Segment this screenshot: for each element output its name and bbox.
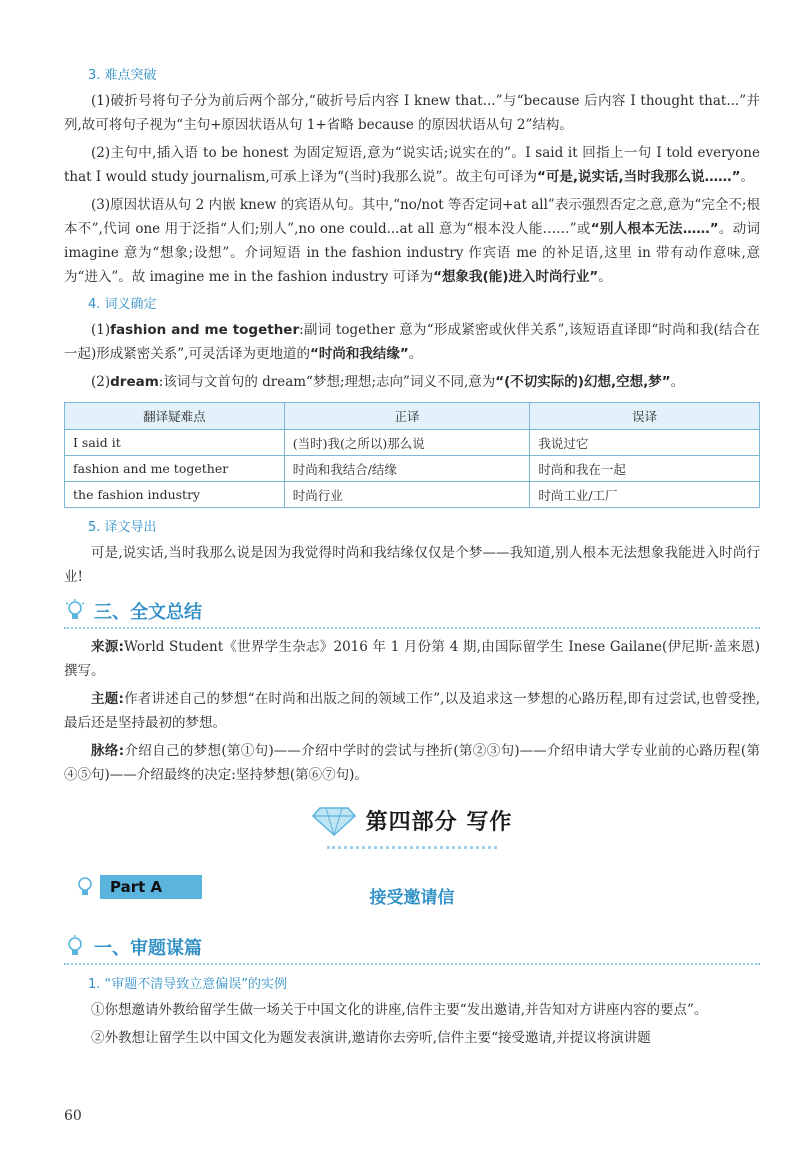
emphasis: “时尚和我结缘” <box>309 346 409 362</box>
paragraph <box>64 141 760 189</box>
column-header: 翻译疑难点 <box>65 403 285 430</box>
text: (2)主句中,插入语 to be honest 为固定短语,意为“说实话;说实在的”。I said it 回指上一句 I told everyone that I would study journalism,可承上译为“(当时)我那么说”。故主句可译为 <box>64 145 760 185</box>
part-a-badge: Part A <box>100 875 202 899</box>
section-heading: 5. 译文导出 <box>88 520 157 535</box>
term: fashion and me together <box>110 322 300 338</box>
column-header: 正译 <box>284 403 530 430</box>
text: 。 <box>598 269 612 285</box>
column-header: 误译 <box>530 403 760 430</box>
translation-table <box>64 402 760 508</box>
part-a-row <box>64 871 760 911</box>
divider <box>327 846 497 849</box>
text: 。 <box>740 169 754 185</box>
text: (3)原因状语从句 2 内嵌 knew 的宾语从句。其中,“no/not 等否定词+at all”表示强烈否定之意,意为“完全不;根本不”,代词 one 用于泛指“人们;别人”,no one could...at all 意为“根本没人能……”或 <box>64 197 760 237</box>
part-title: 第四部分 写作 <box>365 810 513 835</box>
table-cell: 我说过它 <box>530 430 760 456</box>
diamond-icon <box>312 806 356 836</box>
page-number: 60 <box>64 1108 82 1124</box>
table-cell: the fashion industry <box>65 482 285 508</box>
section-heading: 1. “审题不清导致立意偏误”的实例 <box>88 977 288 992</box>
text: 介绍自己的梦想(第①句)——介绍中学时的尝试与挫折(第②③句)——介绍申请大学专业前的心路历程(第④⑤句)——介绍最终的决定:坚持梦想(第⑥⑦句)。 <box>64 743 760 783</box>
table-cell: 时尚和我在一起 <box>530 456 760 482</box>
page-content <box>64 60 760 1054</box>
emphasis: “(不切实际的)幻想,空想,梦” <box>495 374 671 390</box>
part-heading <box>64 805 760 836</box>
paragraph <box>64 318 760 366</box>
paragraph: ①你想邀请外教给留学生做一场关于中国文化的讲座,信件主要“发出邀请,并告知对方讲座内容的要点”。 <box>91 1002 708 1018</box>
paragraph <box>64 370 760 394</box>
table-header-row <box>65 403 760 430</box>
paragraph <box>64 687 760 735</box>
section-heading: 4. 词义确定 <box>88 297 157 312</box>
paragraph: (1)破折号将句子分为前后两个部分,“破折号后内容 I knew that...”与“because 后内容 I thought that...”并列,故可将句子视为“主句+原因状语从句 1+省略 because 的原因状语从句 2”结构。 <box>64 93 760 133</box>
table-row <box>65 482 760 508</box>
lightbulb-icon <box>64 599 86 623</box>
paragraph: ②外教想让留学生以中国文化为题发表演讲,邀请你去旁听,信件主要“接受邀请,并提议将演讲题 <box>91 1030 651 1046</box>
review-title-text: 一、审题谋篇 <box>94 938 202 959</box>
review-title <box>64 931 760 965</box>
table-cell: I said it <box>65 430 285 456</box>
table-cell: 时尚行业 <box>284 482 530 508</box>
summary-title-text: 三、全文总结 <box>94 602 202 623</box>
text: :副词 together 意为“形成紧密或伙伴关系”,该短语直译即“时尚和我(结合在一起)形成紧密关系”,可灵活译为更地道的 <box>64 322 760 362</box>
label: 来源: <box>91 639 124 655</box>
emphasis: “别人根本无法……” <box>590 221 719 237</box>
text: 。 <box>408 346 423 362</box>
text: World Student《世界学生杂志》2016 年 1 月份第 4 期,由国际留学生 Inese Gailane(伊尼斯·盖来恩)撰写。 <box>64 639 760 679</box>
summary-title <box>64 595 760 629</box>
table-cell: (当时)我(之所以)那么说 <box>284 430 530 456</box>
table-cell: fashion and me together <box>65 456 285 482</box>
part-a-subtitle: 接受邀请信 <box>369 888 455 908</box>
text: :该词与文首句的 dream“梦想;理想;志向”词义不同,意为 <box>158 374 496 390</box>
label: 脉络: <box>91 743 125 759</box>
text: 作者讲述自己的梦想“在时尚和出版之间的领域工作”,以及追求这一梦想的心路历程,即有过尝试,也曾受挫,最后还是坚持最初的梦想。 <box>64 691 760 731</box>
text: 。 <box>670 374 685 390</box>
text: 。动词 imagine 意为“想象;设想”。介词短语 in the fashion industry 作宾语 me 的补足语,这里 in 带有动作意味,意为“进入”。故 imagine me in the fashion industry 可译为 <box>64 221 760 285</box>
table-row <box>65 456 760 482</box>
label: 主题: <box>91 691 124 707</box>
paragraph <box>64 193 760 289</box>
paragraph <box>64 739 760 787</box>
table-row <box>65 430 760 456</box>
table-cell: 时尚工业/工厂 <box>530 482 760 508</box>
text: (1) <box>91 322 111 338</box>
emphasis: “想象我(能)进入时尚行业” <box>433 269 599 285</box>
text: (2) <box>91 374 111 390</box>
section-heading: 3. 难点突破 <box>88 68 157 83</box>
term: dream <box>110 374 159 390</box>
paragraph <box>64 635 760 683</box>
lightbulb-icon <box>64 935 86 959</box>
emphasis: “可是,说实话,当时我那么说……” <box>536 169 741 185</box>
table-cell: 时尚和我结合/结缘 <box>284 456 530 482</box>
paragraph: 可是,说实话,当时我那么说是因为我觉得时尚和我结缘仅仅是个梦——我知道,别人根本无法想象我能进入时尚行业! <box>64 545 760 585</box>
